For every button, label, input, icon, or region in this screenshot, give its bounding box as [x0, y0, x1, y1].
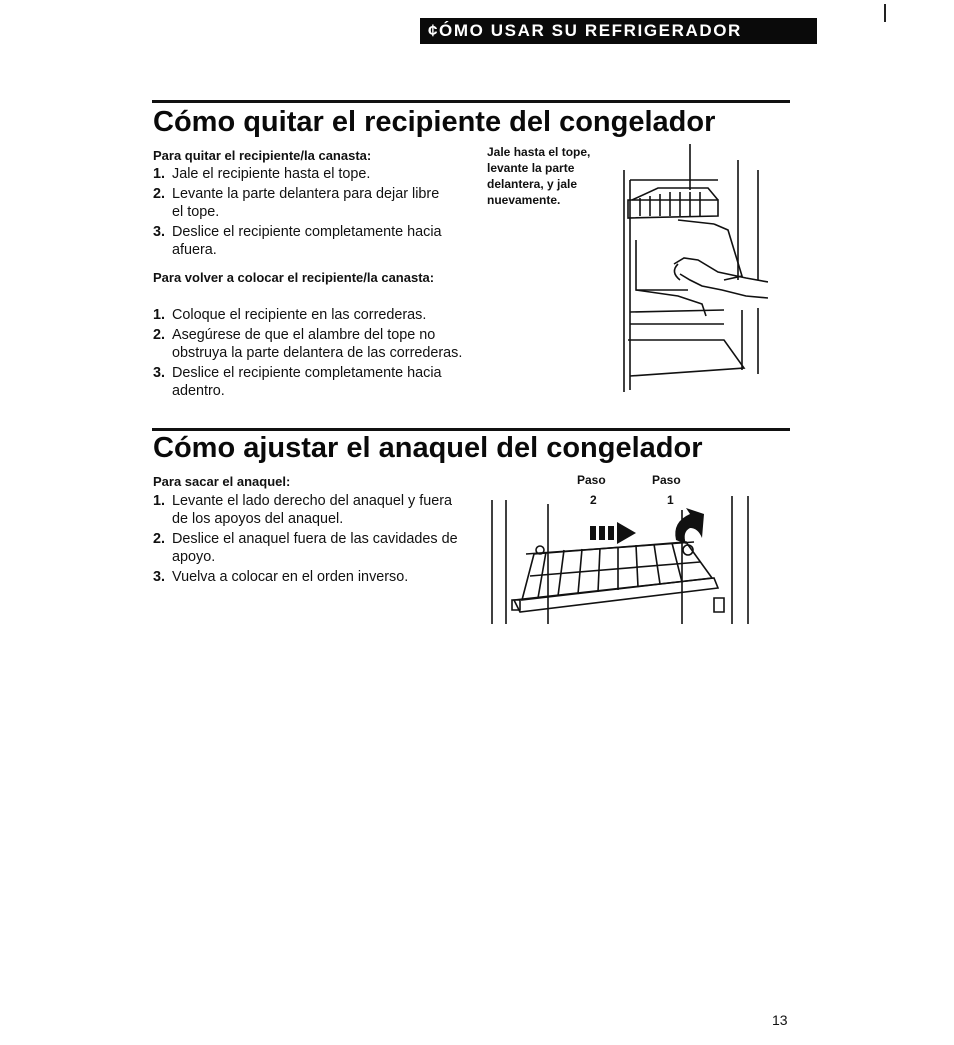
list-item: 1. Coloque el recipiente en las correderas.: [153, 307, 427, 323]
paso-number-2: 2: [590, 493, 597, 507]
section-title-remove-bin: Cómo quitar el recipiente del congelador: [153, 106, 716, 138]
remove-steps-list: [153, 165, 453, 261]
margin-mark: [884, 4, 886, 22]
list-item: 1. Levante el lado derecho del anaquel y fuera de los apoyos del anaquel.: [153, 493, 453, 527]
list-item: 2. Levante la parte delantera para dejar libre el tope.: [153, 186, 440, 220]
list-item: 2. Asegúrese de que el alambre del tope no obstruya la parte delantera de las correderas.: [153, 327, 463, 361]
page-number: 13: [772, 1012, 788, 1028]
list-item: 2. Deslice el anaquel fuera de las cavidades de apoyo.: [153, 531, 458, 565]
list-item: 3. Deslice el recipiente completamente hacia adentro.: [153, 365, 442, 399]
paso-label-2: Paso: [577, 473, 606, 487]
paso-label-1: Paso: [652, 473, 681, 487]
replace-steps-list: [153, 306, 463, 402]
replace-heading: Para volver a colocar el recipiente/la canasta:: [153, 270, 435, 285]
section-rule: [152, 428, 790, 431]
shelf-heading: Para sacar el anaquel:: [153, 474, 291, 489]
curved-arrow-icon: [675, 508, 704, 544]
list-item: 3. Deslice el recipiente completamente hacia afuera.: [153, 224, 442, 258]
shelf-steps-list: [153, 492, 463, 588]
list-item: 3. Vuelva a colocar en el orden inverso.: [153, 569, 409, 585]
list-item: 1. Jale el recipiente hasta el tope.: [153, 166, 371, 182]
shelf-illustration: [486, 492, 756, 628]
paso-number-1: 1: [667, 493, 674, 507]
arrow-right-icon: [590, 522, 636, 544]
section-title-adjust-shelf: Cómo ajustar el anaquel del congelador: [153, 432, 703, 464]
section-rule: [152, 100, 790, 103]
section-banner: ¢ÓMO USAR SU REFRIGERADOR: [420, 18, 817, 44]
figure-caption: Jale hasta el tope, levante la parte delantera, y jale nuevamente.: [487, 145, 591, 207]
bin-removal-illustration: [618, 140, 768, 396]
remove-heading: Para quitar el recipiente/la canasta:: [153, 148, 372, 163]
